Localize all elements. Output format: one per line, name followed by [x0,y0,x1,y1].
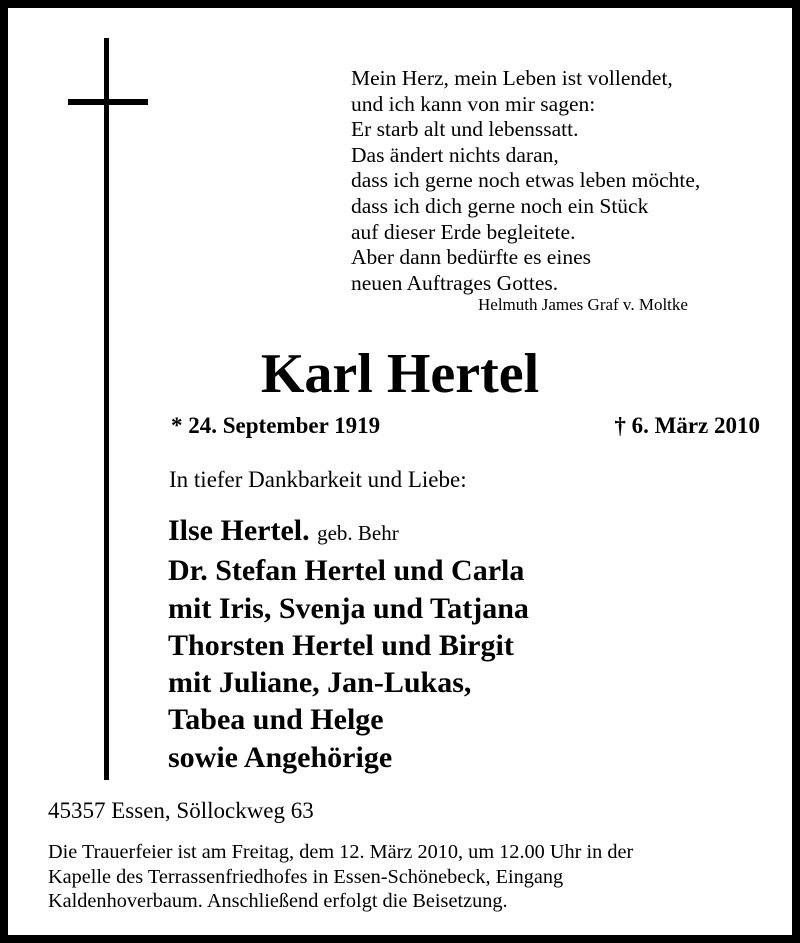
poem-line: Aber dann bedürfte es eines [351,245,591,270]
poem [351,66,771,296]
mourner-line: mit Juliane, Jan-Lukas, [168,666,472,700]
funeral-notice [48,840,788,914]
mourner-line: mit Iris, Svenja und Tatjana [168,591,529,625]
death-date: † 6. März 2010 [614,413,760,438]
maiden-name: geb. Behr [317,521,399,545]
mourner-line: sowie Angehörige [168,740,393,774]
mourner-line [168,512,529,552]
poem-line: Mein Herz, mein Leben ist vollendet, [351,66,673,90]
deceased-name: Karl Hertel [260,343,540,405]
birth-date: * 24. September 1919 [171,413,381,438]
poem-line: auf dieser Erde begleitete. [351,219,576,244]
mourner-line: Thorsten Hertel und Birgit [168,628,514,662]
cross-vertical-bar [104,38,109,780]
poem-line: Das ändert nichts daran, [351,142,559,167]
poem-author: Helmuth James Graf v. Moltke [478,295,688,314]
mourner-line: Dr. Stefan Hertel und Carla [168,554,525,588]
poem-line: neuen Auftrages Gottes. [351,270,559,295]
mourners-list [168,512,529,776]
poem-line: und ich kann von mir sagen: [351,91,596,116]
notice-line: Kapelle des Terrassenfriedhofes in Essen-Schönebeck, Eingang [48,865,564,888]
address: 45357 Essen, Söllockweg 63 [48,798,314,823]
notice-line: Die Trauerfeier ist am Freitag, dem 12. März 2010, um 12.00 Uhr in der [48,841,634,863]
mourner-line: Tabea und Helge [168,703,384,737]
mourner-first-name: Ilse Hertel. [168,514,310,547]
gratitude-line: In tiefer Dankbarkeit und Liebe: [169,467,467,492]
notice-line: Kaldenhoverbaum. Anschließend erfolgt die Beisetzung. [48,890,508,912]
poem-line: dass ich gerne noch etwas leben möchte, [351,168,701,193]
poem-line: dass ich dich gerne noch ein Stück [351,193,649,218]
poem-line: Er starb alt und lebenssatt. [351,117,579,142]
cross-horizontal-bar [68,99,148,105]
